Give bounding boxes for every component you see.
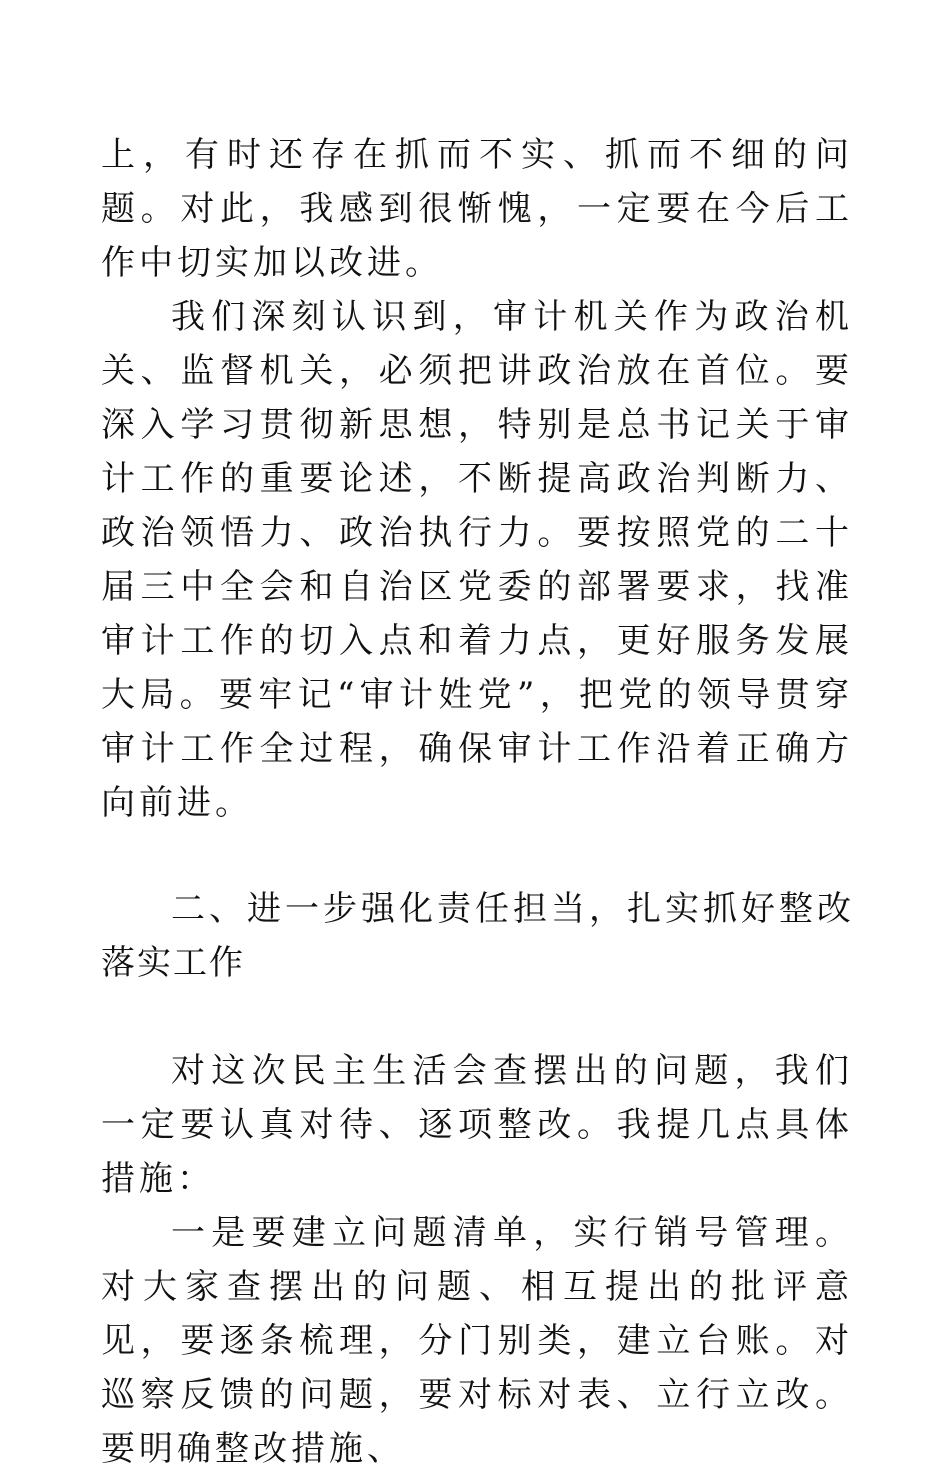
paragraph-continuation: 上，有时还存在抓而不实、抓而不细的问题。对此，我感到很惭愧，一定要在今后工作中切实加以改进。: [101, 135, 853, 283]
paragraph-rectification-intro: 对这次民主生活会查摆出的问题，我们一定要认真对待、逐项整改。我提几点具体措施：: [101, 1051, 853, 1199]
spacer: [101, 990, 853, 1044]
spacer: [101, 830, 853, 882]
document-body: [101, 128, 853, 1476]
paragraph-measure-one: 一是要建立问题清单，实行销号管理。对大家查摆出的问题、相互提出的批评意见，要逐条梳理，分门别类，建立台账。对巡察反馈的问题，要对标对表、立行立改。要明确整改措施、: [101, 1213, 853, 1469]
section-heading: 二、进一步强化责任担当，扎实抓好整改落实工作: [101, 889, 853, 983]
paragraph-political-awareness: 我们深刻认识到，审计机关作为政治机关、监督机关，必须把讲政治放在首位。要深入学习贯彻新思想，特别是总书记关于审计工作的重要论述，不断提高政治判断力、政治领悟力、政治执行力。要按照党的二十届三中全会和自治区党委的部署要求，找准审计工作的切入点和着力点，更好服务发展大局。要牢记“审计姓党”，把党的领导贯穿审计工作全过程，确保审计工作沿着正确方向前进。: [101, 297, 853, 823]
